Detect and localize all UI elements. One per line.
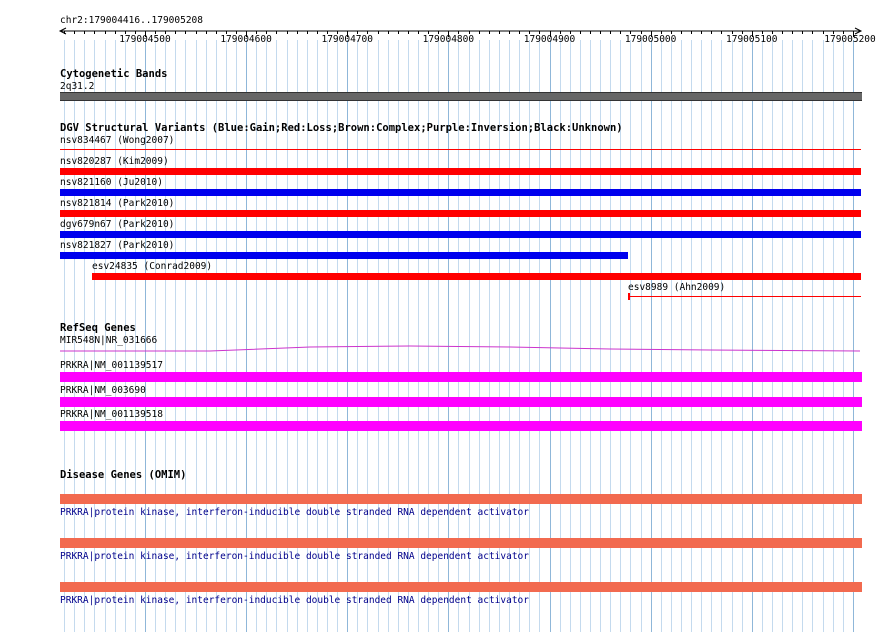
omim-gene-label[interactable]: PRKRA|protein kinase, interferon-inducible double stranded RNA dependent activator — [60, 595, 529, 606]
ruler-tick-label: 179004800 — [422, 34, 475, 45]
ruler-tick-label: 179004900 — [523, 34, 576, 45]
dgv-variant-label: nsv820287 (Kim2009) — [60, 156, 169, 167]
mir548n-label: MIR548N|NR_031666 — [60, 335, 158, 346]
dgv-variant-bar[interactable] — [628, 296, 861, 297]
dgv-variant-bar[interactable] — [60, 252, 628, 259]
dgv-variant-label: nsv821160 (Ju2010) — [60, 177, 163, 188]
ruler-tick-label: 179005200 — [824, 34, 876, 45]
dgv-variant-bar[interactable] — [60, 231, 861, 238]
omim-gene-label[interactable]: PRKRA|protein kinase, interferon-inducible double stranded RNA dependent activator — [60, 507, 529, 518]
refseq-track-title: RefSeq Genes — [60, 322, 136, 334]
omim-gene-bar[interactable] — [60, 582, 862, 592]
dgv-variant-bar[interactable] — [60, 149, 861, 150]
mir548n-gene-model[interactable] — [0, 340, 890, 356]
dgv-variant-label: dgv679n67 (Park2010) — [60, 219, 175, 230]
dgv-variant-label: esv8989 (Ahn2009) — [628, 282, 726, 293]
dgv-variant-bar[interactable] — [92, 273, 861, 280]
omim-track-title: Disease Genes (OMIM) — [60, 469, 187, 481]
omim-gene-bar[interactable] — [60, 538, 862, 548]
ruler-tick-label: 179005000 — [624, 34, 677, 45]
dgv-variant-label: esv24835 (Conrad2009) — [92, 261, 213, 272]
location-label: chr2:179004416..179005208 — [60, 15, 203, 26]
refseq-gene-bar[interactable] — [60, 397, 862, 407]
refseq-gene-label: PRKRA|NM_001139518 — [60, 409, 163, 420]
ruler-tick-label: 179004700 — [321, 34, 373, 45]
dgv-variant-label: nsv821814 (Park2010) — [60, 198, 175, 209]
ruler-tick-label: 179005100 — [726, 34, 778, 45]
dgv-track-title: DGV Structural Variants (Blue:Gain;Red:Loss;Brown:Complex;Purple:Inversion;Black:Unknown) — [60, 122, 623, 134]
dgv-variant-endcap — [628, 293, 630, 300]
dgv-variant-bar[interactable] — [60, 189, 861, 196]
omim-gene-bar[interactable] — [60, 494, 862, 504]
ruler-tick-label: 179004600 — [220, 34, 272, 45]
dgv-variant-label: nsv821827 (Park2010) — [60, 240, 175, 251]
refseq-gene-bar[interactable] — [60, 372, 862, 382]
omim-gene-label[interactable]: PRKRA|protein kinase, interferon-inducible double stranded RNA dependent activator — [60, 551, 529, 562]
refseq-gene-label: PRKRA|NM_003690 — [60, 385, 146, 396]
cytoband-bar[interactable] — [60, 92, 862, 101]
ruler-tick-label: 179004500 — [119, 34, 171, 45]
refseq-gene-label: PRKRA|NM_001139517 — [60, 360, 163, 371]
dgv-variant-bar[interactable] — [60, 168, 861, 175]
cytoband-label: 2q31.2 — [60, 81, 95, 92]
dgv-variant-label: nsv834467 (Wong2007) — [60, 135, 175, 146]
dgv-variant-bar[interactable] — [60, 210, 861, 217]
refseq-gene-bar[interactable] — [60, 421, 862, 431]
cytoband-track-title: Cytogenetic Bands — [60, 68, 168, 80]
